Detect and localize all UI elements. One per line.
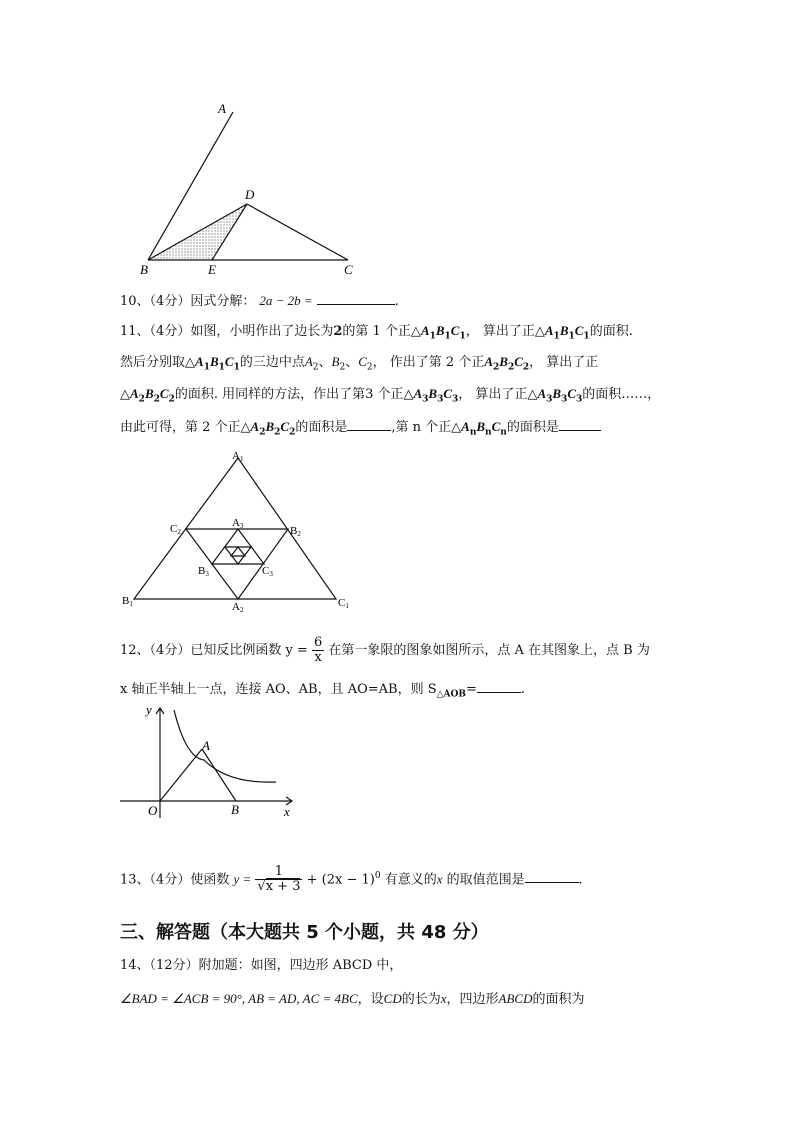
label-A: A: [202, 738, 210, 753]
section-heading: 三、解答题（本大题共 5 个小题，共 48 分）: [120, 922, 489, 943]
answer-blank[interactable]: [347, 416, 391, 431]
answer-blank[interactable]: [317, 290, 395, 305]
label-B: B: [140, 262, 148, 277]
label-E: E: [208, 262, 216, 277]
figure-2-nested-triangles: [118, 446, 368, 616]
question-12-line-1: 12、（4分）已知反比例函数 y = $\frac{6}{x}$ 在第一象限的图象如图所示，点 A 在其图象上，点 B 为: [120, 635, 650, 665]
question-11-line-3: $\triangle A_2B_2C_2$的面积. 用同样的方法，作出了第3 个正$\triangle A_3B_3C_3$， 算出了正$\triangle A_3B_3C_3$的面积……，: [120, 386, 661, 405]
question-10: 10、（4分）因式分解： 2a − 2b = .: [120, 290, 399, 311]
figure-3-hyperbola-graph: [116, 700, 306, 825]
figure-1-triangle: [130, 98, 370, 283]
label-C: C: [344, 262, 353, 277]
answer-blank[interactable]: [525, 868, 579, 883]
axis-label-y: y: [146, 702, 152, 717]
label-C2: C2: [170, 523, 181, 536]
label-A: A: [218, 101, 226, 116]
question-13: 13、（4分）使函数 y = $\frac{1}{√x + 3}$ + $(2x - 1)^0$ 有意义的x 的取值范围是 .: [120, 864, 583, 895]
fraction-6-over-x: $\frac{6}{x}$: [313, 635, 323, 665]
question-12-line-2: x 轴正半轴上一点，连接 AO、AB，且 AO=AB，则 $S_{\triangle AOB}=$ .: [120, 678, 525, 704]
label-C1: C1: [338, 597, 349, 610]
axis-label-x: x: [284, 804, 290, 819]
question-11-line-2: 然后分别取$\triangle A_1B_1C_1$的三边中点$A_2$、$B_2$、$C_2$， 作出了第 2 个正$A_2B_2C_2$， 算出了正: [120, 354, 599, 373]
label-B: B: [231, 802, 239, 817]
label-B1: B1: [122, 595, 133, 608]
label-A3: A3: [232, 517, 244, 530]
answer-blank[interactable]: [477, 678, 521, 693]
label-D: D: [245, 187, 255, 202]
label-A1: A1: [232, 450, 244, 463]
question-14-line-1: 14、（12分）附加题：如图，四边形 ABCD 中，: [120, 958, 403, 973]
fraction-1-over-sqrt: $\frac{1}{√x + 3}$: [257, 864, 301, 895]
question-11-line-1: 11、（4分）如图，小明作出了边长为2的第 1 个正$\triangle A_1B_1C_1$， 算出了正$\triangle A_1B_1C_1$的面积.: [120, 323, 633, 342]
label-B3: B3: [198, 565, 209, 578]
label-A2: A2: [232, 601, 244, 614]
answer-blank[interactable]: [559, 416, 601, 431]
label-B2: B2: [290, 525, 301, 538]
label-O: O: [148, 803, 158, 818]
label-C3: C3: [262, 565, 273, 578]
question-11-line-4: 由此可得，第 2 个正$\triangle A_2B_2C_2$的面积是 ,第 n 个正$\triangle A_nB_nC_n$的面积是: [120, 416, 601, 442]
question-14-line-2: ∠BAD = ∠ACB = 90°, AB = AD, AC = 4BC，设CD的长为x，四边形ABCD的面积为: [120, 991, 585, 1007]
